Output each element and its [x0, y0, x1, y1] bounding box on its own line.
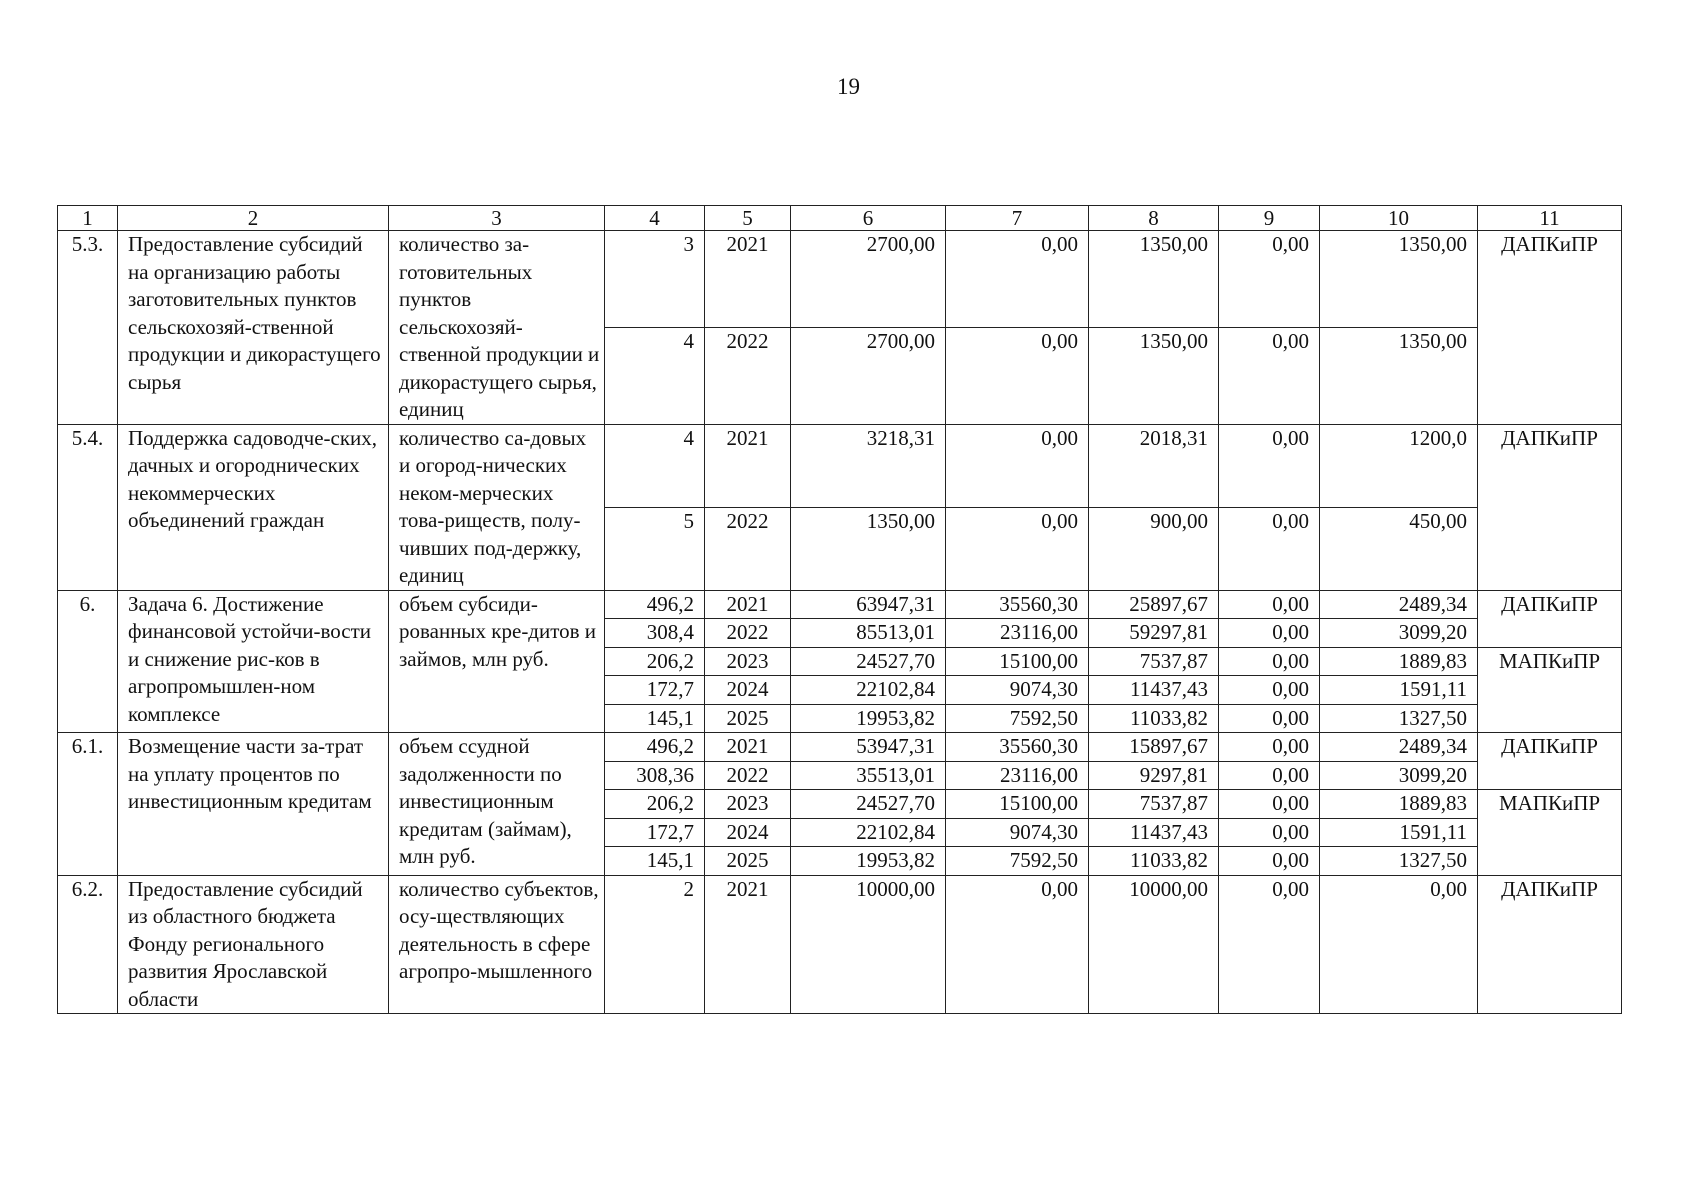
executor-cell: ДАПКиПР: [1478, 733, 1622, 790]
other-cell: 1327,50: [1320, 704, 1478, 733]
year-cell: 2022: [705, 761, 791, 790]
other-cell: 1350,00: [1320, 231, 1478, 328]
local-cell: 0,00: [1219, 231, 1320, 328]
other-cell: 1350,00: [1320, 327, 1478, 424]
regional-cell: 11437,43: [1089, 676, 1219, 705]
local-cell: 0,00: [1219, 424, 1320, 507]
total-cell: 24527,70: [791, 790, 946, 819]
local-cell: 0,00: [1219, 761, 1320, 790]
indicator-name-cell: количество за-готовительных пунктов сельскохозяй-ственной продукции и дикорастущего сырья, единиц: [389, 231, 605, 425]
header-cell: 6: [791, 206, 946, 231]
program-table: [57, 205, 1622, 1014]
year-cell: 2023: [705, 647, 791, 676]
federal-cell: 35560,30: [946, 733, 1089, 762]
regional-cell: 1350,00: [1089, 231, 1219, 328]
indicator-value-cell: 145,1: [605, 847, 705, 876]
federal-cell: 23116,00: [946, 619, 1089, 648]
indicator-value-cell: 308,4: [605, 619, 705, 648]
executor-cell: ДАПКиПР: [1478, 424, 1622, 590]
item-number-cell: 5.4.: [58, 424, 118, 590]
other-cell: 0,00: [1320, 875, 1478, 1014]
executor-cell: МАПКиПР: [1478, 790, 1622, 876]
total-cell: 53947,31: [791, 733, 946, 762]
regional-cell: 10000,00: [1089, 875, 1219, 1014]
other-cell: 1591,11: [1320, 676, 1478, 705]
executor-cell: ДАПКиПР: [1478, 875, 1622, 1014]
federal-cell: 0,00: [946, 424, 1089, 507]
year-cell: 2021: [705, 875, 791, 1014]
year-cell: 2022: [705, 619, 791, 648]
header-cell: 11: [1478, 206, 1622, 231]
regional-cell: 59297,81: [1089, 619, 1219, 648]
header-row: [58, 206, 1622, 231]
local-cell: 0,00: [1219, 327, 1320, 424]
local-cell: 0,00: [1219, 647, 1320, 676]
item-name-cell: Задача 6. Достижение финансовой устойчи-вости и снижение рис-ков в агропромышлен-ном комплексе: [118, 590, 389, 733]
federal-cell: 9074,30: [946, 818, 1089, 847]
year-cell: 2021: [705, 231, 791, 328]
federal-cell: 9074,30: [946, 676, 1089, 705]
header-cell: 1: [58, 206, 118, 231]
indicator-name-cell: количество са-довых и огород-нических неком-мерческих това-риществ, полу-чивших под-держку, единиц: [389, 424, 605, 590]
regional-cell: 15897,67: [1089, 733, 1219, 762]
year-cell: 2024: [705, 818, 791, 847]
total-cell: 85513,01: [791, 619, 946, 648]
federal-cell: 15100,00: [946, 790, 1089, 819]
regional-cell: 900,00: [1089, 507, 1219, 590]
total-cell: 24527,70: [791, 647, 946, 676]
indicator-name-cell: количество субъектов, осу-ществляющих деятельность в сфере агропро-мышленного: [389, 875, 605, 1014]
other-cell: 1200,0: [1320, 424, 1478, 507]
local-cell: 0,00: [1219, 619, 1320, 648]
year-cell: 2022: [705, 327, 791, 424]
federal-cell: 7592,50: [946, 847, 1089, 876]
local-cell: 0,00: [1219, 790, 1320, 819]
table-row: [58, 590, 1622, 619]
header-cell: 10: [1320, 206, 1478, 231]
item-number-cell: 5.3.: [58, 231, 118, 425]
header-cell: 7: [946, 206, 1089, 231]
local-cell: 0,00: [1219, 704, 1320, 733]
total-cell: 1350,00: [791, 507, 946, 590]
regional-cell: 9297,81: [1089, 761, 1219, 790]
total-cell: 3218,31: [791, 424, 946, 507]
indicator-value-cell: 206,2: [605, 790, 705, 819]
local-cell: 0,00: [1219, 733, 1320, 762]
federal-cell: 35560,30: [946, 590, 1089, 619]
indicator-value-cell: 172,7: [605, 818, 705, 847]
indicator-value-cell: 3: [605, 231, 705, 328]
local-cell: 0,00: [1219, 847, 1320, 876]
federal-cell: 7592,50: [946, 704, 1089, 733]
indicator-name-cell: объем субсиди-рованных кре-дитов и займов, млн руб.: [389, 590, 605, 733]
year-cell: 2025: [705, 847, 791, 876]
local-cell: 0,00: [1219, 590, 1320, 619]
table-row: [58, 733, 1622, 762]
total-cell: 35513,01: [791, 761, 946, 790]
other-cell: 2489,34: [1320, 590, 1478, 619]
total-cell: 19953,82: [791, 847, 946, 876]
total-cell: 2700,00: [791, 327, 946, 424]
year-cell: 2025: [705, 704, 791, 733]
other-cell: 3099,20: [1320, 619, 1478, 648]
regional-cell: 11033,82: [1089, 704, 1219, 733]
header-cell: 2: [118, 206, 389, 231]
regional-cell: 7537,87: [1089, 790, 1219, 819]
item-number-cell: 6.: [58, 590, 118, 733]
header-cell: 4: [605, 206, 705, 231]
total-cell: 10000,00: [791, 875, 946, 1014]
federal-cell: 0,00: [946, 875, 1089, 1014]
indicator-value-cell: 145,1: [605, 704, 705, 733]
total-cell: 19953,82: [791, 704, 946, 733]
total-cell: 63947,31: [791, 590, 946, 619]
year-cell: 2022: [705, 507, 791, 590]
total-cell: 22102,84: [791, 676, 946, 705]
header-cell: 9: [1219, 206, 1320, 231]
year-cell: 2021: [705, 590, 791, 619]
item-name-cell: Возмещение части за-трат на уплату процентов по инвестиционным кредитам: [118, 733, 389, 876]
federal-cell: 0,00: [946, 507, 1089, 590]
indicator-value-cell: 496,2: [605, 590, 705, 619]
other-cell: 450,00: [1320, 507, 1478, 590]
table-row: [58, 231, 1622, 328]
indicator-value-cell: 2: [605, 875, 705, 1014]
other-cell: 3099,20: [1320, 761, 1478, 790]
executor-cell: МАПКиПР: [1478, 647, 1622, 733]
regional-cell: 11437,43: [1089, 818, 1219, 847]
regional-cell: 2018,31: [1089, 424, 1219, 507]
other-cell: 1889,83: [1320, 790, 1478, 819]
federal-cell: 0,00: [946, 231, 1089, 328]
header-cell: 3: [389, 206, 605, 231]
federal-cell: 23116,00: [946, 761, 1089, 790]
table-row: [58, 875, 1622, 1014]
item-number-cell: 6.2.: [58, 875, 118, 1014]
total-cell: 2700,00: [791, 231, 946, 328]
page-number: 19: [837, 74, 860, 99]
year-cell: 2021: [705, 733, 791, 762]
year-cell: 2021: [705, 424, 791, 507]
header-cell: 8: [1089, 206, 1219, 231]
table-row: [58, 424, 1622, 507]
other-cell: 1889,83: [1320, 647, 1478, 676]
indicator-value-cell: 496,2: [605, 733, 705, 762]
indicator-name-cell: объем ссудной задолженности по инвестиционным кредитам (займам), млн руб.: [389, 733, 605, 876]
indicator-value-cell: 4: [605, 327, 705, 424]
executor-cell: ДАПКиПР: [1478, 231, 1622, 425]
indicator-value-cell: 172,7: [605, 676, 705, 705]
other-cell: 2489,34: [1320, 733, 1478, 762]
year-cell: 2024: [705, 676, 791, 705]
local-cell: 0,00: [1219, 818, 1320, 847]
item-name-cell: Поддержка садоводче-ских, дачных и огороднических некоммерческих объединений граждан: [118, 424, 389, 590]
total-cell: 22102,84: [791, 818, 946, 847]
regional-cell: 11033,82: [1089, 847, 1219, 876]
local-cell: 0,00: [1219, 507, 1320, 590]
regional-cell: 7537,87: [1089, 647, 1219, 676]
other-cell: 1327,50: [1320, 847, 1478, 876]
header-cell: 5: [705, 206, 791, 231]
indicator-value-cell: 308,36: [605, 761, 705, 790]
local-cell: 0,00: [1219, 676, 1320, 705]
regional-cell: 25897,67: [1089, 590, 1219, 619]
local-cell: 0,00: [1219, 875, 1320, 1014]
other-cell: 1591,11: [1320, 818, 1478, 847]
federal-cell: 0,00: [946, 327, 1089, 424]
executor-cell: ДАПКиПР: [1478, 590, 1622, 647]
regional-cell: 1350,00: [1089, 327, 1219, 424]
indicator-value-cell: 4: [605, 424, 705, 507]
item-name-cell: Предоставление субсидий на организацию работы заготовительных пунктов сельскохозяй-ственной продукции и дикорастущего сырья: [118, 231, 389, 425]
federal-cell: 15100,00: [946, 647, 1089, 676]
item-name-cell: Предоставление субсидий из областного бюджета Фонду регионального развития Ярославской области: [118, 875, 389, 1014]
indicator-value-cell: 5: [605, 507, 705, 590]
year-cell: 2023: [705, 790, 791, 819]
item-number-cell: 6.1.: [58, 733, 118, 876]
indicator-value-cell: 206,2: [605, 647, 705, 676]
